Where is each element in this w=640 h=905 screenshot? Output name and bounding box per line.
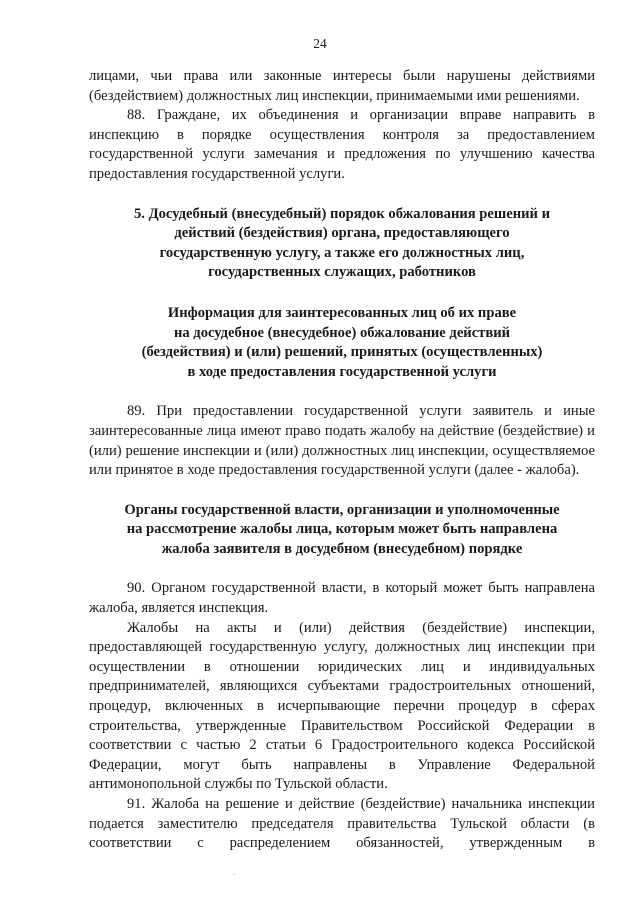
spacer xyxy=(89,481,595,501)
spacer xyxy=(89,559,595,579)
appeal-rights-subheading xyxy=(89,304,595,382)
subheading-line: в ходе предоставления государственной услуги xyxy=(187,363,497,380)
spacer xyxy=(89,382,595,402)
paragraph-90-complaints: Жалобы на акты и (или) действия (бездействие) инспекции, предоставляющей государственную услугу, должностных лиц инспекции при осуществлении в отношении юридических лиц и индивидуальных предпринимателей, являющихся субъектами градостроительных отношений, процедур, включенных в исчерпывающие перечни процедур в сферах строительства, утвержденные Правительством Российской Федерации в соответствии с частью 2 статьи 6 Градостроительного кодекса Российской Федерации, могут быть направлены в Управление Федеральной антимонопольной службы по Тульской области. xyxy=(89,619,595,793)
spacer xyxy=(89,185,595,205)
spacer xyxy=(89,283,595,304)
paragraph-91: 91. Жалоба на решение и действие (бездействие) начальника инспекции подается заместителю председателя правительства Тульской области (в соответствии с распределением обязанностей, утвержденным в xyxy=(89,796,595,852)
scan-artifact xyxy=(233,874,235,875)
section-5-heading-line: действий (бездействия) органа, предоставляющего xyxy=(174,225,510,242)
section-5-heading-line: государственную услугу, а также его должностных лиц, xyxy=(159,244,525,261)
subheading-line: на рассмотрение жалобы лица, которым может быть направлена xyxy=(126,521,558,538)
section-5-heading-line: государственных служащих, работников xyxy=(208,264,476,281)
subheading-line: (бездействия) и (или) решений, принятых (осуществленных) xyxy=(141,344,543,361)
page-content xyxy=(89,67,595,854)
section-5-heading-line: 5. Досудебный (внесудебный) порядок обжалования решений и xyxy=(134,205,550,222)
paragraph-88: 88. Граждане, их объединения и организации вправе направить в инспекцию в порядке осуществления контроля за предоставлением государственной услуги замечания и предложения по улучшению качества предоставления государственной услуги. xyxy=(89,107,595,182)
continuation-paragraph: лицами, чьи права или законные интересы были нарушены действиями (бездействием) должностных лиц инспекции, принимаемыми ими решениями. xyxy=(89,68,595,104)
subheading-line: на досудебное (внесудебное) обжалование действий xyxy=(173,324,511,341)
subheading-line: Информация для заинтересованных лиц об их праве xyxy=(167,304,517,321)
section-5-heading xyxy=(89,205,595,283)
authorities-subheading xyxy=(89,501,595,560)
paragraph-90: 90. Органом государственной власти, в который может быть направлена жалоба, является инспекция. xyxy=(89,580,595,617)
page-number: 24 xyxy=(313,36,327,51)
subheading-line: Органы государственной власти, организации и уполномоченные xyxy=(124,501,560,518)
subheading-line: жалоба заявителя в досудебном (внесудебном) порядке xyxy=(161,540,523,557)
paragraph-89: 89. При предоставлении государственной услуги заявитель и иные заинтересованные лица имеют право подать жалобу на действие (бездействие) и (или) решение инспекции и (или) должностных лиц инспекции, осуществляемое или принятое в ходе предоставления государственной услуги (далее - жалоба). xyxy=(89,403,595,479)
